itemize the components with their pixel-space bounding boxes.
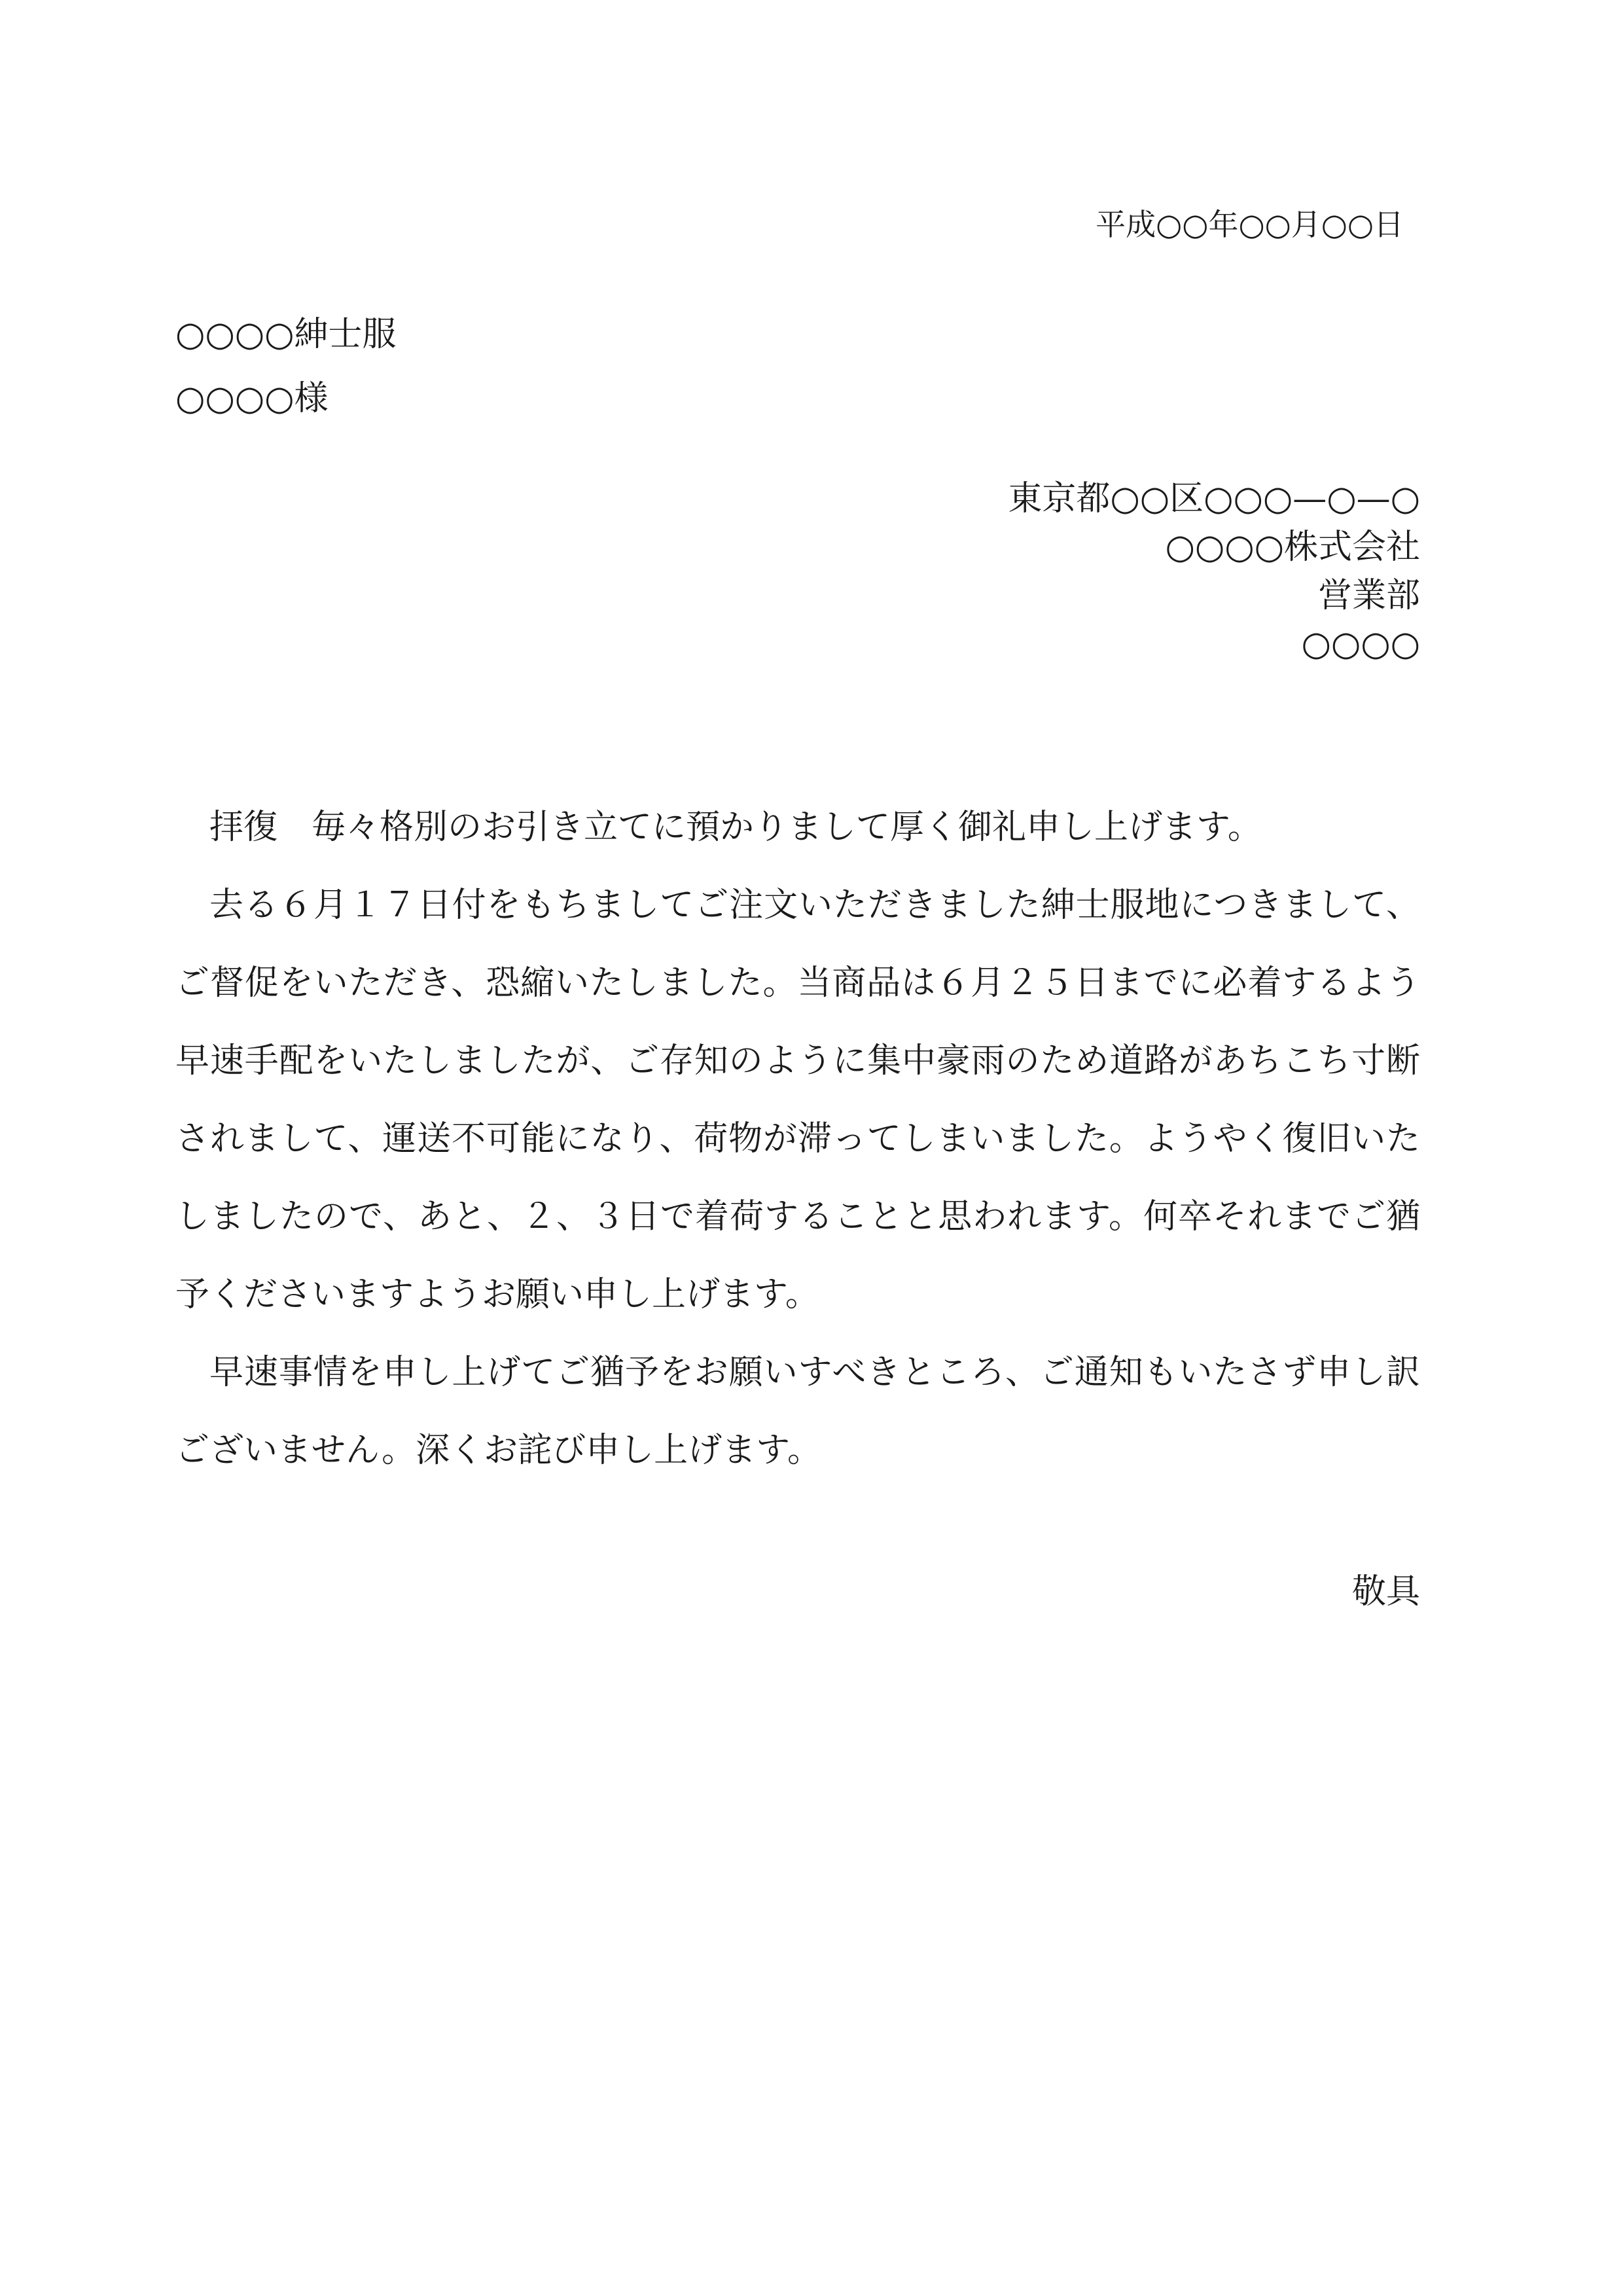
body-paragraph-explanation: 去る６月１７日付をもちましてご注文いただきました紳士服地につきまして、ご督促をいただき、恐縮いたしました。当商品は６月２５日までに必着するよう早速手配をいたしましたが、ご存知のように集中豪雨のため道路があちこち寸断されまして、運送不可能になり、荷物が滞ってしまいました。ようやく復旧いたしましたので、あと、２、３日で着荷することと思われます。何卒それまでご猶予くださいますようお願い申し上げます。 [175, 886, 1420, 1314]
letter-body [175, 789, 1420, 1490]
letter-closing: 敬具 [1351, 1572, 1420, 1611]
recipient-company: ○○○○紳士服 [175, 315, 397, 354]
sender-block [1008, 475, 1420, 668]
body-paragraph-greeting: 拝復 毎々格別のお引き立てに預かりまして厚く御礼申し上げます。 [209, 808, 1262, 847]
sender-address: 東京都○○区○○○—○—○ [1008, 479, 1420, 518]
recipient-block [175, 302, 397, 431]
recipient-person: ○○○○様 [175, 379, 329, 418]
sender-name: ○○○○ [1301, 624, 1420, 664]
sender-department: 営業部 [1317, 576, 1420, 615]
sender-company: ○○○○株式会社 [1165, 528, 1420, 567]
letter-date: 平成○○年○○月○○日 [1096, 207, 1404, 242]
body-paragraph-apology: 早速事情を申し上げてご猶予をお願いすべきところ、ご通知もいたさず申し訳ございません。深くお詫び申し上げます。 [175, 1353, 1420, 1470]
